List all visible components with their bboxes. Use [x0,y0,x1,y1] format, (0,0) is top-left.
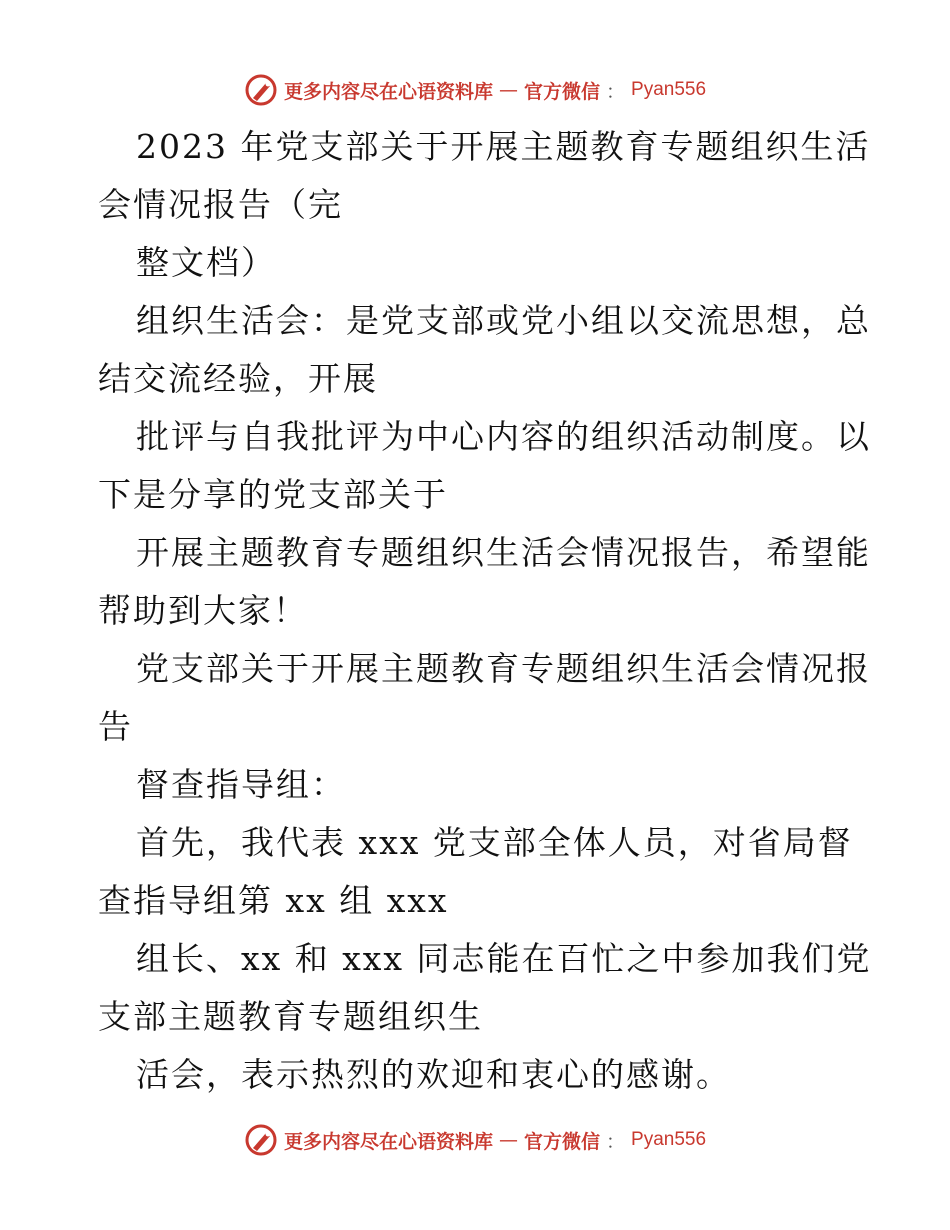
document-line: 活会，表示热烈的欢迎和衷心的感谢。 [136,1055,731,1094]
document-line: 督查指导组： [136,765,346,804]
document-line: 组织生活会：是党支部或党小组以交流思想，总 [136,301,871,340]
header-banner [0,70,950,110]
document-line: 批评与自我批评为中心内容的组织活动制度。以 [136,417,871,456]
banner-separator: ： [606,1130,626,1153]
banner-dash: — [498,79,518,101]
document-line: 组长、xx 和 xxx 同志能在百忙之中参加我们党 [136,939,872,978]
banner-main-text: 更多内容尽在心语资料库 [283,1130,493,1153]
document-line: 帮助到大家！ [98,591,308,630]
pen-logo-icon [244,73,278,107]
banner-main-text: 更多内容尽在心语资料库 [283,80,493,103]
banner-wechat-id: Pyan556 [631,79,707,100]
footer-banner [0,1120,950,1160]
document-line: 查指导组第 xx 组 xxx [98,881,449,920]
document-line: 开展主题教育专题组织生活会情况报告，希望能 [136,533,871,572]
document-line: 党支部关于开展主题教育专题组织生活会情况报 [136,649,871,688]
document-line: 整文档） [136,243,276,282]
banner-wechat-id: Pyan556 [631,1129,707,1150]
banner-official-label: 官方微信 [523,80,600,103]
document-line: 告 [98,707,133,746]
document-line: 下是分享的党支部关于 [98,475,448,514]
document-line: 结交流经验，开展 [98,359,378,398]
document-line: 2023 年党支部关于开展主题教育专题组织生活 [136,127,871,166]
pen-logo-icon [244,1123,278,1157]
banner-dash: — [498,1129,518,1151]
document-line: 首先，我代表 xxx 党支部全体人员，对省局督 [136,823,853,862]
banner-official-label: 官方微信 [523,1130,600,1153]
document-line: 会情况报告（完 [98,185,343,224]
banner-separator: ： [606,80,626,103]
document-line: 支部主题教育专题组织生 [98,997,483,1036]
document-body [98,118,872,1104]
